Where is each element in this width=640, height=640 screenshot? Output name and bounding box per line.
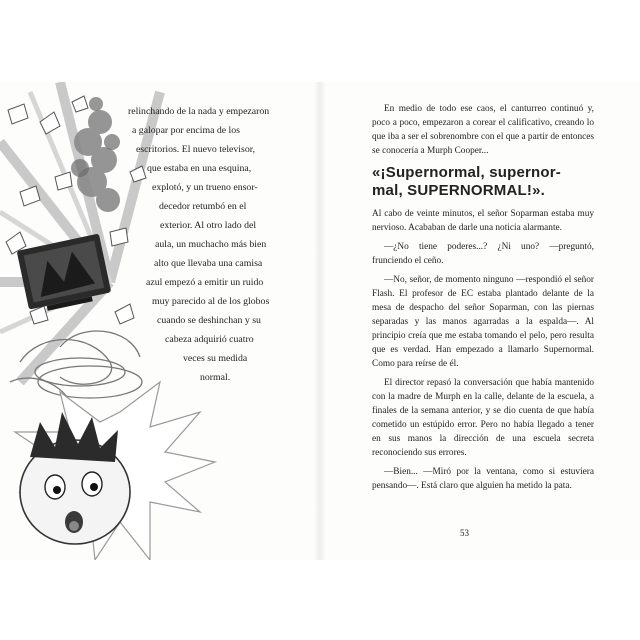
left-page xyxy=(0,82,320,560)
text-line: escritorios. El nuevo televisor, xyxy=(136,144,256,155)
paragraph: —Bien... —Miró por la ventana, como si estuviera pensando—. Está claro que alguien ha metido la pata. xyxy=(372,467,594,491)
book-spread xyxy=(0,82,640,560)
text-line: que estaba en una esquina, xyxy=(147,163,252,174)
text-line: a galopar por encima de los xyxy=(132,125,240,136)
text-line: muy parecido al de los globos xyxy=(152,296,270,307)
page-number: 53 xyxy=(460,528,469,538)
text-line: explotó, y un trueno ensor- xyxy=(152,182,258,193)
text-line: normal. xyxy=(200,372,231,383)
text-line: azul empezó a emitir un ruido xyxy=(146,277,264,288)
text-line: relinchando de la nada y empezaron xyxy=(128,106,270,117)
paragraph: El director repasó la conversación que había mantenido con la madre de Murph en la calle, delante de la escuela, a finales de la semana anterior, y se dio cuenta de que había cometido un estúpido error. Pero no había llegado a tener en sus manos la dirección de una escuela secreta reconociendo sus errores. xyxy=(372,378,594,458)
shout-line: mal, SUPERNORMAL!». xyxy=(372,182,545,199)
text-line: alto que llevaba una camisa xyxy=(154,258,263,269)
shout-line: «¡Supernormal, supernor- xyxy=(372,164,561,181)
right-page-text xyxy=(372,102,594,493)
paragraph: En medio de todo ese caos, el canturreo continuó y, poco a poco, empezaron a corear el calificativo, creando lo que iba a ser el sobrenombre con el que a partir de entonces se conocería a Murph Cooper... xyxy=(372,104,594,156)
text-line: cuando se deshinchan y su xyxy=(157,315,261,326)
paragraph: —No, señor, de momento ninguno —respondió el señor Flash. El profesor de EC estaba plantado delante de la mesa de despacho del señor Soparman, con las piernas separadas y las manos agarradas a la espalda—. Al principio creía que me estaba tomando el pelo, pero resulta que es verdad. Han empezado a llamarlo Supernormal. Como para reírse de él. xyxy=(372,275,594,369)
right-page xyxy=(320,82,640,560)
text-line: veces su medida xyxy=(183,353,248,364)
paragraph: Al cabo de veinte minutos, el señor Soparman estaba muy nervioso. Acababan de darle una noticia alarmante. xyxy=(372,209,594,233)
paragraph: —¿No tiene poderes...? ¿Ni uno? —preguntó, frunciendo el ceño. xyxy=(372,242,594,266)
shout-heading xyxy=(372,164,594,200)
text-line: decedor retumbó en el xyxy=(159,201,247,212)
text-line: aula, un muchacho más bien xyxy=(155,239,267,250)
left-page-text xyxy=(0,82,320,560)
text-line: cabeza adquirió cuatro xyxy=(165,334,254,345)
text-line: exterior. Al otro lado del xyxy=(160,220,257,231)
